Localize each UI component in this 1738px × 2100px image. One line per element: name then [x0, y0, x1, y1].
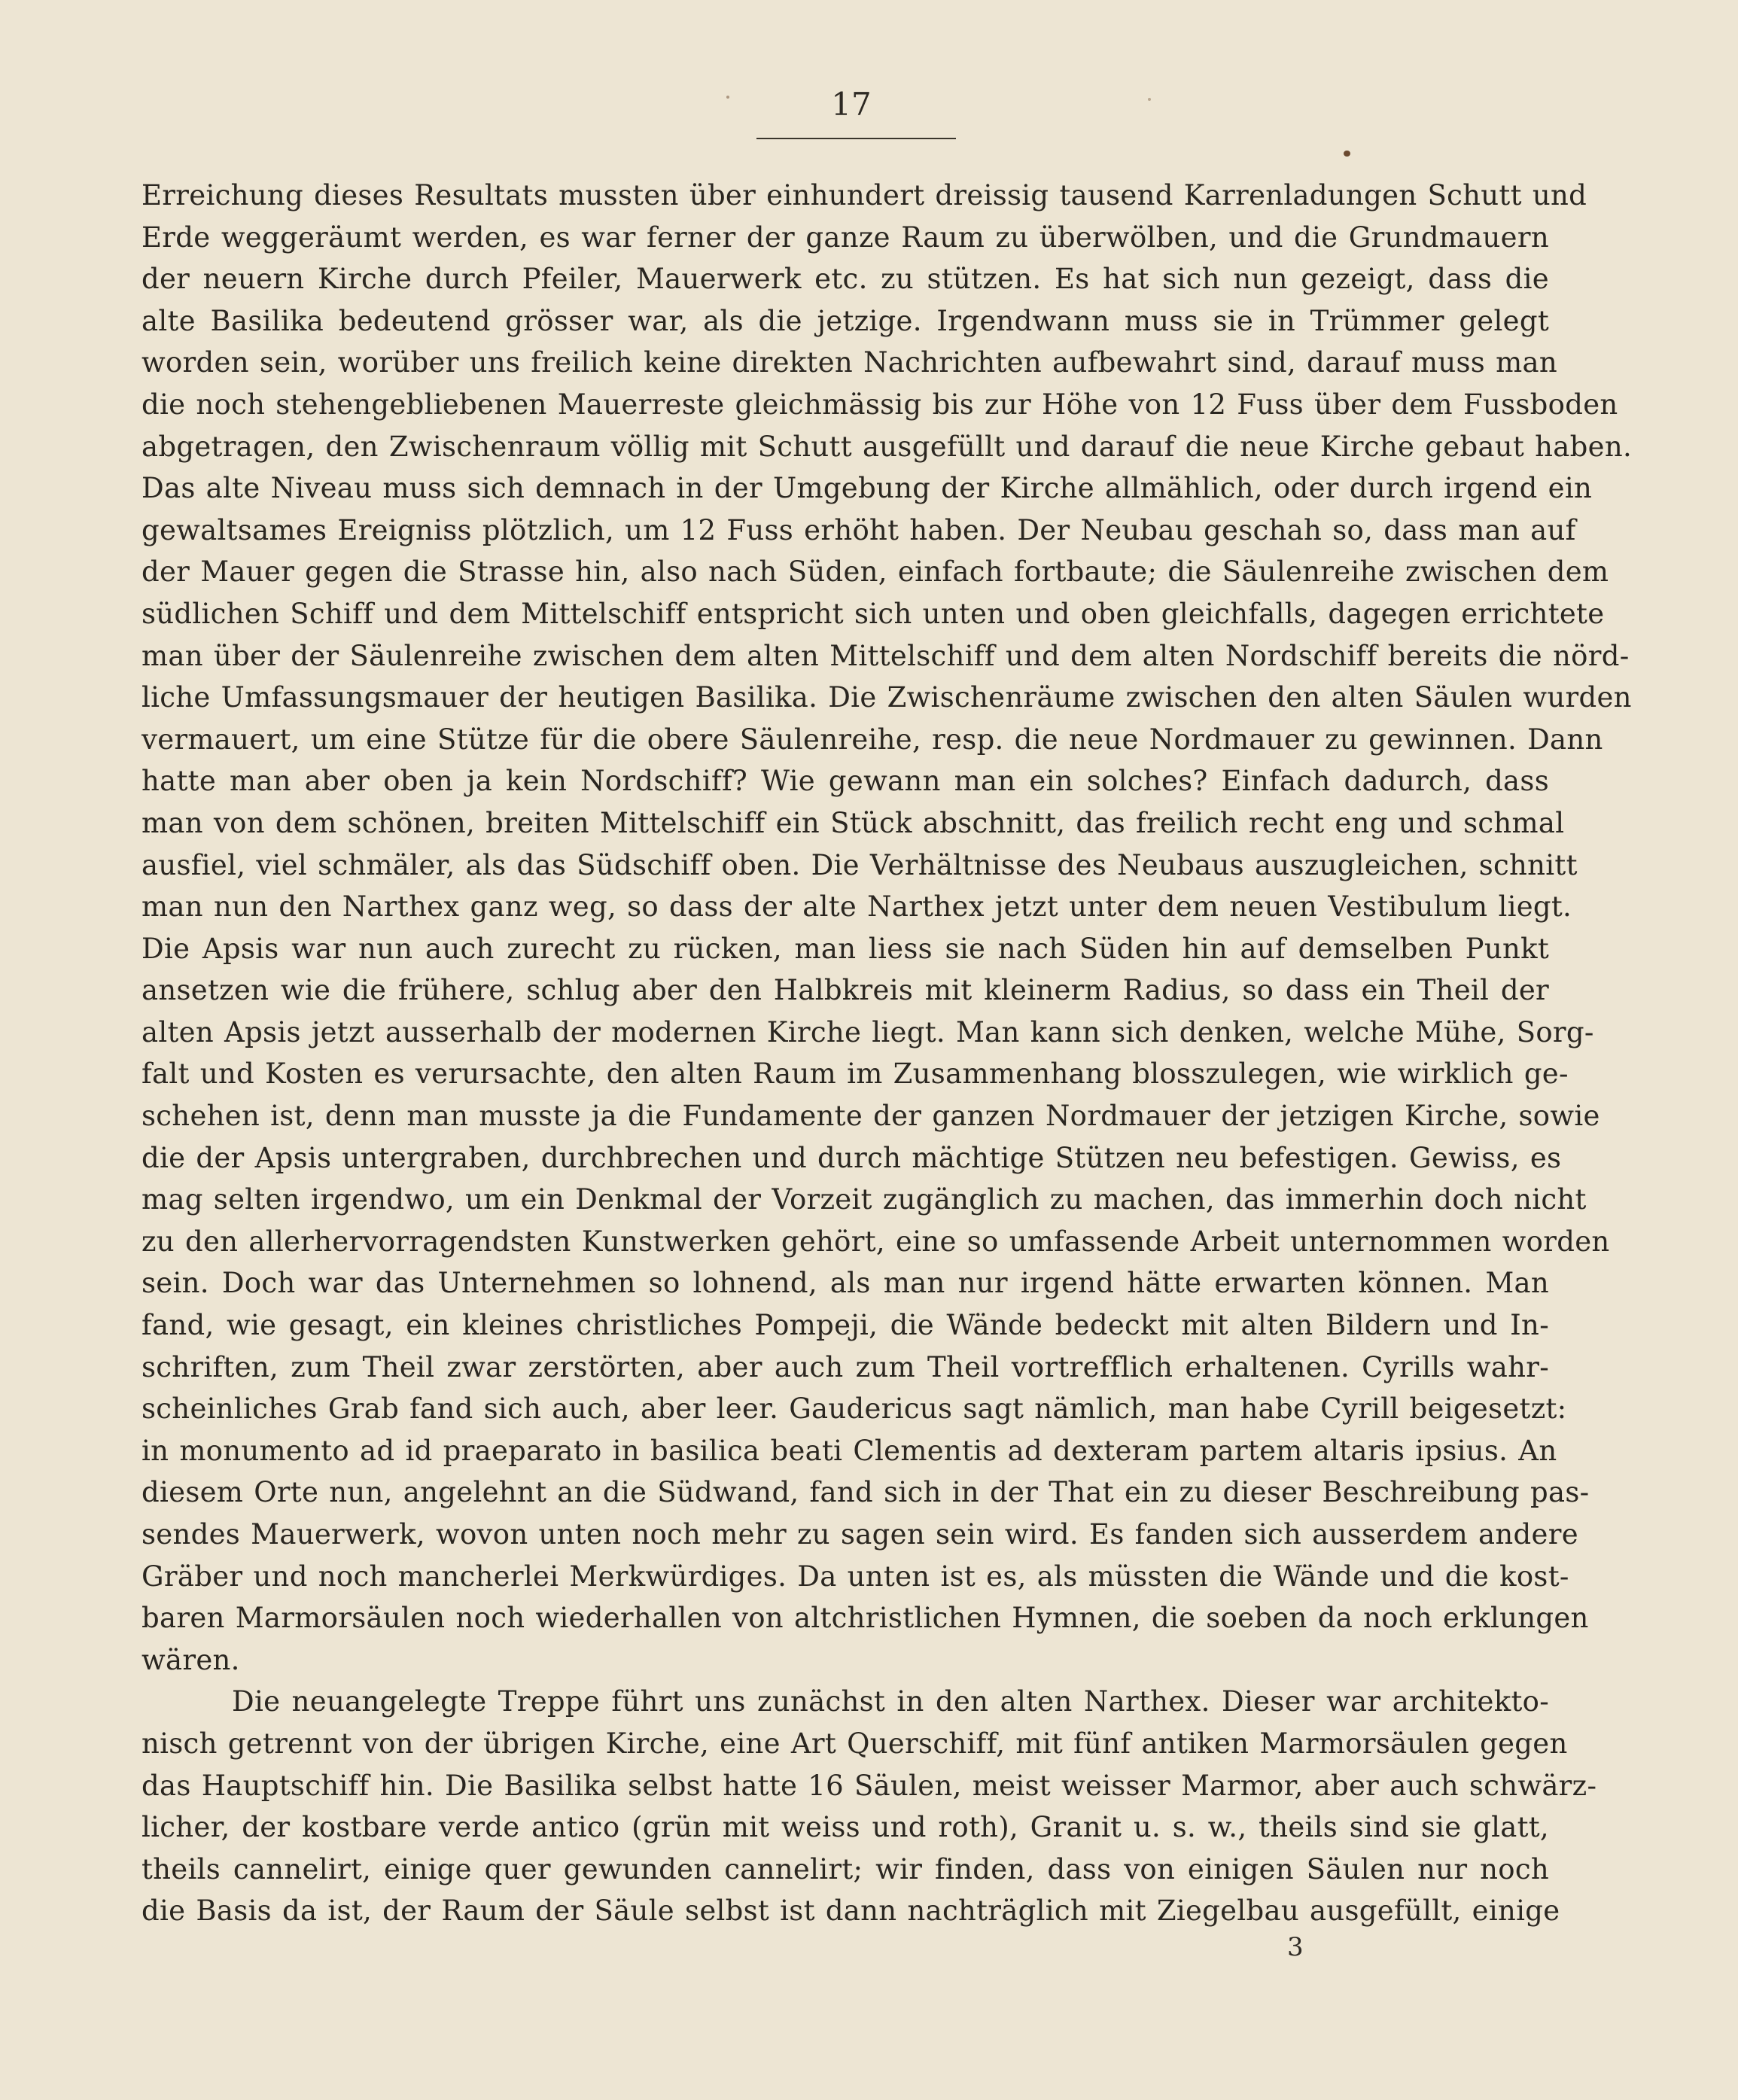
text-line: die noch stehengebliebenen Mauerreste gleichmässig bis zur Höhe von 12 Fuss über dem Fussboden — [142, 388, 1618, 421]
text-line: Die Apsis war nun auch zurecht zu rücken, man liess sie nach Süden hin auf demselben Punkt — [142, 932, 1549, 965]
text-line: man nun den Narthex ganz weg, so dass der alte Narthex jetzt unter dem neuen Vestibulum liegt. — [142, 890, 1572, 924]
text-line: Erreichung dieses Resultats mussten über einhundert dreissig tausend Karrenladungen Schutt und — [142, 179, 1587, 212]
text-line: falt und Kosten es verursachte, den alten Raum im Zusammenhang blosszulegen, wie wirklich ge- — [142, 1058, 1569, 1091]
text-line: Gräber und noch mancherlei Merkwürdiges. Da unten ist es, als müssten die Wände und die kost- — [142, 1560, 1569, 1593]
text-line: Die neuangelegte Treppe führt uns zunächst in den alten Narthex. Dieser war architekto- — [232, 1685, 1549, 1718]
text-line: zu den allerhervorragendsten Kunstwerken gehört, eine so umfassende Arbeit unternommen worden — [142, 1225, 1610, 1258]
text-line: worden sein, worüber uns freilich keine direkten Nachrichten aufbewahrt sind, darauf muss man — [142, 346, 1557, 379]
paragraph-1 — [142, 175, 1633, 1681]
text-line: südlichen Schiff und dem Mittelschiff entspricht sich unten und oben gleichfalls, dagegen errichtete — [142, 597, 1605, 630]
text-line: in monumento ad id praeparato in basilica beati Clementis ad dexteram partem altaris ipsius. An — [142, 1434, 1557, 1467]
text-line: man von dem schönen, breiten Mittelschiff ein Stück abschnitt, das freilich recht eng und schmal — [142, 806, 1565, 839]
text-line: sein. Doch war das Unternehmen so lohnend, als man nur irgend hätte erwarten können. Man — [142, 1267, 1549, 1300]
text-line: gewaltsames Ereigniss plötzlich, um 12 Fuss erhöht haben. Der Neubau geschah so, dass man auf — [142, 513, 1576, 546]
header-rule — [756, 138, 956, 139]
text-line: alten Apsis jetzt ausserhalb der modernen Kirche liegt. Man kann sich denken, welche Mühe, Sorg- — [142, 1015, 1594, 1048]
foxing-spot — [1344, 151, 1350, 157]
text-line: alte Basilika bedeutend grösser war, als die jetzige. Irgendwann muss sie in Trümmer gelegt — [142, 304, 1549, 337]
text-line: diesem Orte nun, angelehnt an die Südwand, fand sich in der That ein zu dieser Beschreibung pas- — [142, 1476, 1590, 1509]
text-line: hatte man aber oben ja kein Nordschiff? Wie gewann man ein solches? Einfach dadurch, dass — [142, 765, 1549, 798]
text-line: schehen ist, denn man musste ja die Fundamente der ganzen Nordmauer der jetzigen Kirche, sowie — [142, 1100, 1600, 1133]
text-line: schriften, zum Theil zwar zerstörten, aber auch zum Theil vortrefflich erhaltenen. Cyrills wahr- — [142, 1350, 1549, 1383]
text-line: vermauert, um eine Stütze für die obere Säulenreihe, resp. die neue Nordmauer zu gewinnen. Dann — [142, 723, 1603, 756]
text-line: liche Umfassungsmauer der heutigen Basilika. Die Zwischenräume zwischen den alten Säulen wurden — [142, 681, 1632, 714]
text-line: der neuern Kirche durch Pfeiler, Mauerwerk etc. zu stützen. Es hat sich nun gezeigt, dass die — [142, 263, 1549, 296]
text-line: man über der Säulenreihe zwischen dem alten Mittelschiff und dem alten Nordschiff bereits die nörd- — [142, 639, 1630, 672]
text-line: scheinliches Grab fand sich auch, aber leer. Gaudericus sagt nämlich, man habe Cyrill beigesetzt: — [142, 1392, 1567, 1426]
text-line: der Mauer gegen die Strasse hin, also nach Süden, einfach fortbaute; die Säulenreihe zwischen dem — [142, 555, 1609, 589]
foxing-spot — [726, 96, 729, 99]
body-text — [142, 175, 1633, 1932]
text-line: theils cannelirt, einige quer gewunden cannelirt; wir finden, dass von einigen Säulen nur noch — [142, 1852, 1549, 1885]
signature-mark: 3 — [1287, 1932, 1304, 1962]
text-line: sendes Mauerwerk, wovon unten noch mehr zu sagen sein wird. Es fanden sich ausserdem andere — [142, 1518, 1578, 1551]
text-line: abgetragen, den Zwischenraum völlig mit Schutt ausgefüllt und darauf die neue Kirche gebaut haben. — [142, 430, 1633, 463]
text-line: die Basis da ist, der Raum der Säule selbst ist dann nachträglich mit Ziegelbau ausgefüllt, einige — [142, 1895, 1560, 1928]
text-line: mag selten irgendwo, um ein Denkmal der Vorzeit zugänglich zu machen, das immerhin doch nicht — [142, 1183, 1587, 1216]
text-line: fand, wie gesagt, ein kleines christliches Pompeji, die Wände bedeckt mit alten Bildern und In- — [142, 1309, 1549, 1342]
page-number: 17 — [831, 86, 872, 123]
text-line: ausfiel, viel schmäler, als das Südschiff oben. Die Verhältnisse des Neubaus auszugleichen, schnitt — [142, 848, 1578, 881]
text-line: ansetzen wie die frühere, schlug aber den Halbkreis mit kleinerm Radius, so dass ein Theil der — [142, 974, 1549, 1007]
text-line: baren Marmorsäulen noch wiederhallen von altchristlichen Hymnen, die soeben da noch erklungen — [142, 1602, 1589, 1635]
text-line: Erde weggeräumt werden, es war ferner der ganze Raum zu überwölben, und die Grundmauern — [142, 221, 1549, 254]
text-line: nisch getrennt von der übrigen Kirche, eine Art Querschiff, mit fünf antiken Marmorsäulen gegen — [142, 1727, 1568, 1760]
text-line: die der Apsis untergraben, durchbrechen und durch mächtige Stützen neu befestigen. Gewiss, es — [142, 1141, 1562, 1174]
text-line: wären. — [142, 1643, 240, 1676]
text-line: Das alte Niveau muss sich demnach in der Umgebung der Kirche allmählich, oder durch irgend ein — [142, 472, 1593, 505]
text-line: licher, der kostbare verde antico (grün mit weiss und roth), Granit u. s. w., theils sind sie glatt, — [142, 1811, 1549, 1844]
foxing-spot — [1148, 98, 1151, 101]
paragraph-2 — [142, 1681, 1597, 1932]
text-line: das Hauptschiff hin. Die Basilika selbst hatte 16 Säulen, meist weisser Marmor, aber auch schwärz- — [142, 1769, 1597, 1802]
